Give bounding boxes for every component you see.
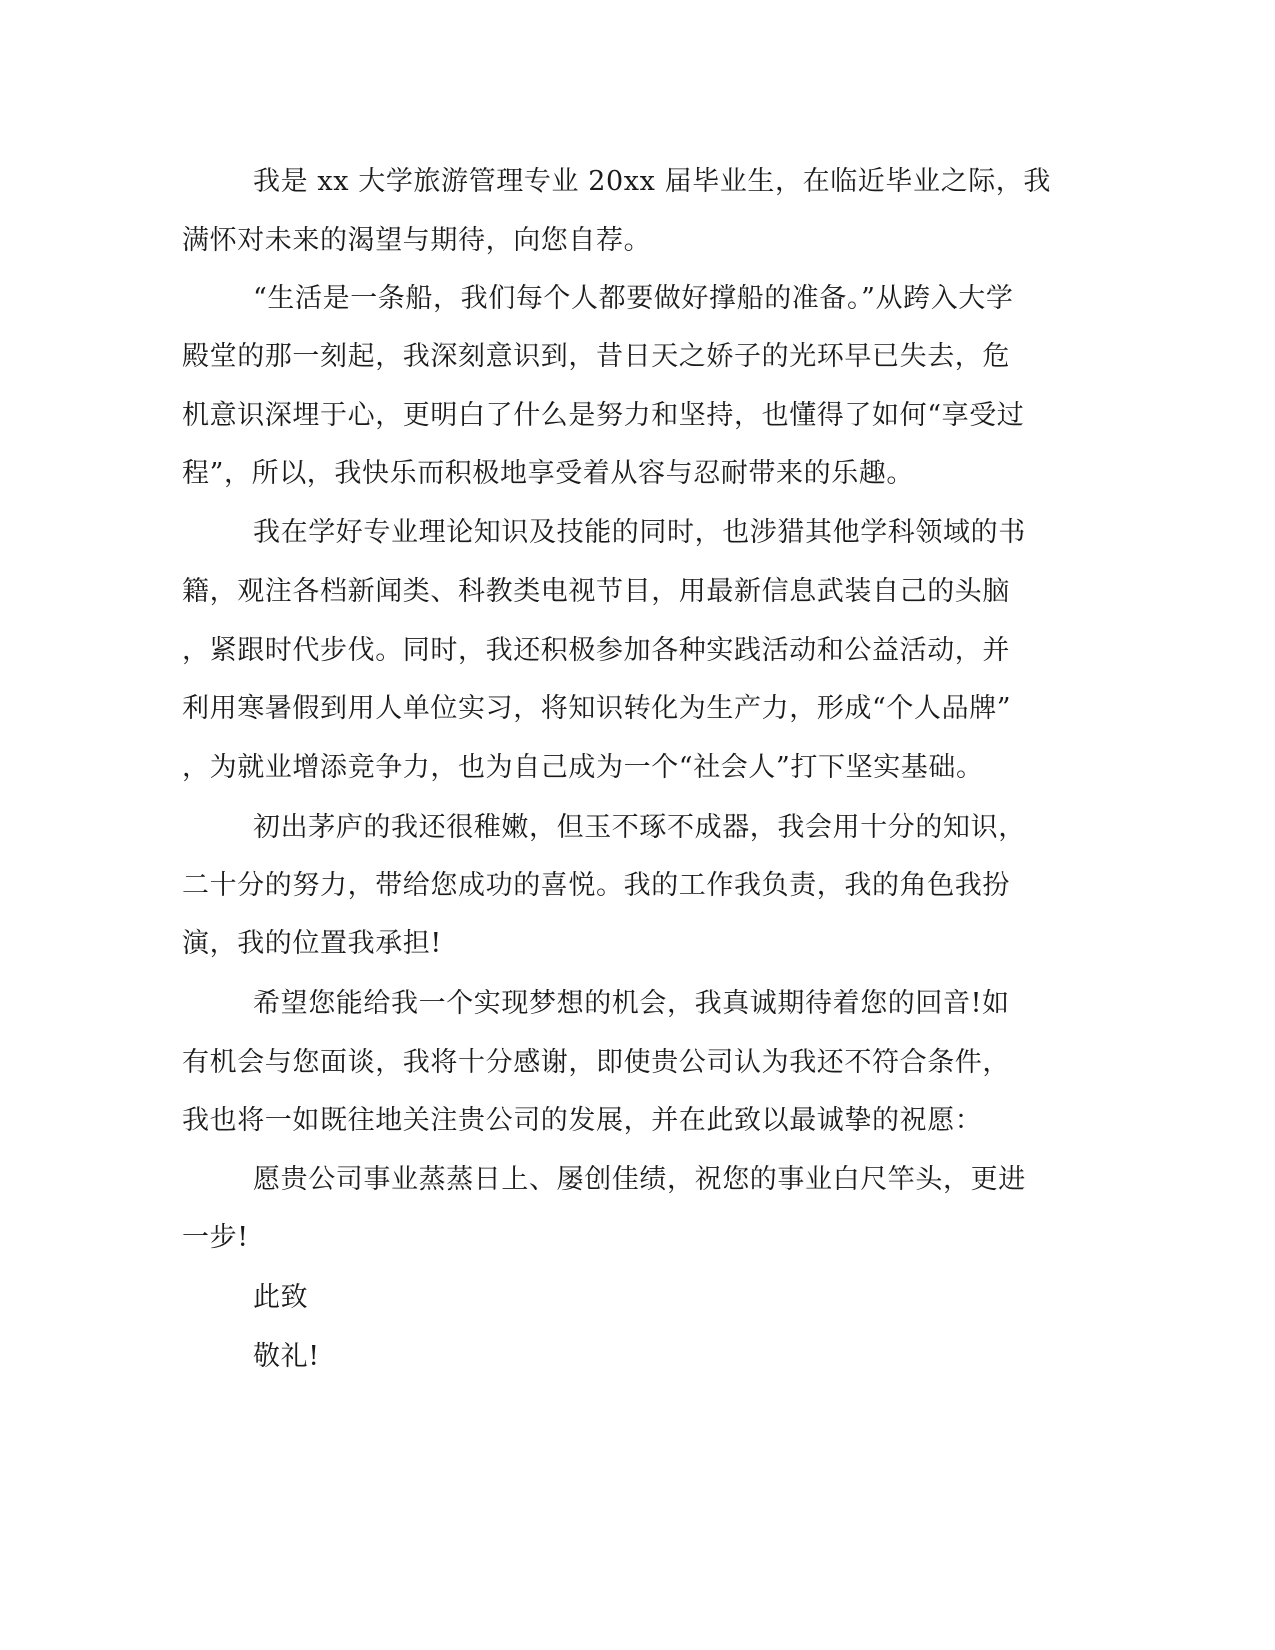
paragraph-4-line-2: 二十分的努力，带给您成功的喜悦。我的工作我负责，我的角色我扮	[182, 870, 1010, 901]
paragraph-2-line-2: 殿堂的那一刻起，我深刻意识到，昔日天之娇子的光环早已失去，危	[182, 341, 1010, 372]
paragraph-3-line-1: 我在学好专业理论知识及技能的同时，也涉猎其他学科领域的书	[253, 517, 1026, 548]
paragraph-4-line-3: 演，我的位置我承担!	[182, 928, 442, 959]
paragraph-3-line-2: 籍，观注各档新闻类、科教类电视节目，用最新信息武装自己的头脑	[182, 576, 1010, 607]
paragraph-4-line-1: 初出茅庐的我还很稚嫩，但玉不琢不成器，我会用十分的知识，	[253, 812, 1026, 843]
closing-regards: 敬礼!	[253, 1341, 320, 1372]
paragraph-2-line-1: “生活是一条船，我们每个人都要做好撑船的准备。”从跨入大学	[253, 283, 1014, 314]
closing-salutation: 此致	[253, 1282, 309, 1313]
paragraph-3-line-4: 利用寒暑假到用人单位实习，将知识转化为生产力，形成“个人品牌”	[182, 693, 1012, 724]
paragraph-6-line-1: 愿贵公司事业蒸蒸日上、屡创佳绩，祝您的事业白尺竿头，更进	[253, 1164, 1026, 1195]
paragraph-2-line-3: 机意识深埋于心，更明白了什么是努力和坚持，也懂得了如何“享受过	[182, 400, 1025, 431]
paragraph-5-line-1: 希望您能给我一个实现梦想的机会，我真诚期待着您的回音!如	[253, 988, 1010, 1019]
paragraph-3-line-5: ，为就业增添竞争力，也为自己成为一个“社会人”打下坚实基础。	[182, 752, 984, 783]
paragraph-3-line-3: ，紧跟时代步伐。同时，我还积极参加各种实践活动和公益活动，并	[182, 635, 1010, 666]
paragraph-5-line-3: 我也将一如既往地关注贵公司的发展，并在此致以最诚挚的祝愿：	[182, 1105, 983, 1136]
paragraph-5-line-2: 有机会与您面谈，我将十分感谢，即使贵公司认为我还不符合条件，	[182, 1047, 1010, 1078]
paragraph-1-line-1: 我是 xx 大学旅游管理专业 20xx 届毕业生，在临近毕业之际，我	[253, 166, 1051, 197]
paragraph-2-line-4: 程”，所以，我快乐而积极地享受着从容与忍耐带来的乐趣。	[182, 458, 915, 489]
paragraph-1-line-2: 满怀对未来的渴望与期待，向您自荐。	[182, 225, 652, 256]
paragraph-6-line-2: 一步!	[182, 1222, 249, 1253]
